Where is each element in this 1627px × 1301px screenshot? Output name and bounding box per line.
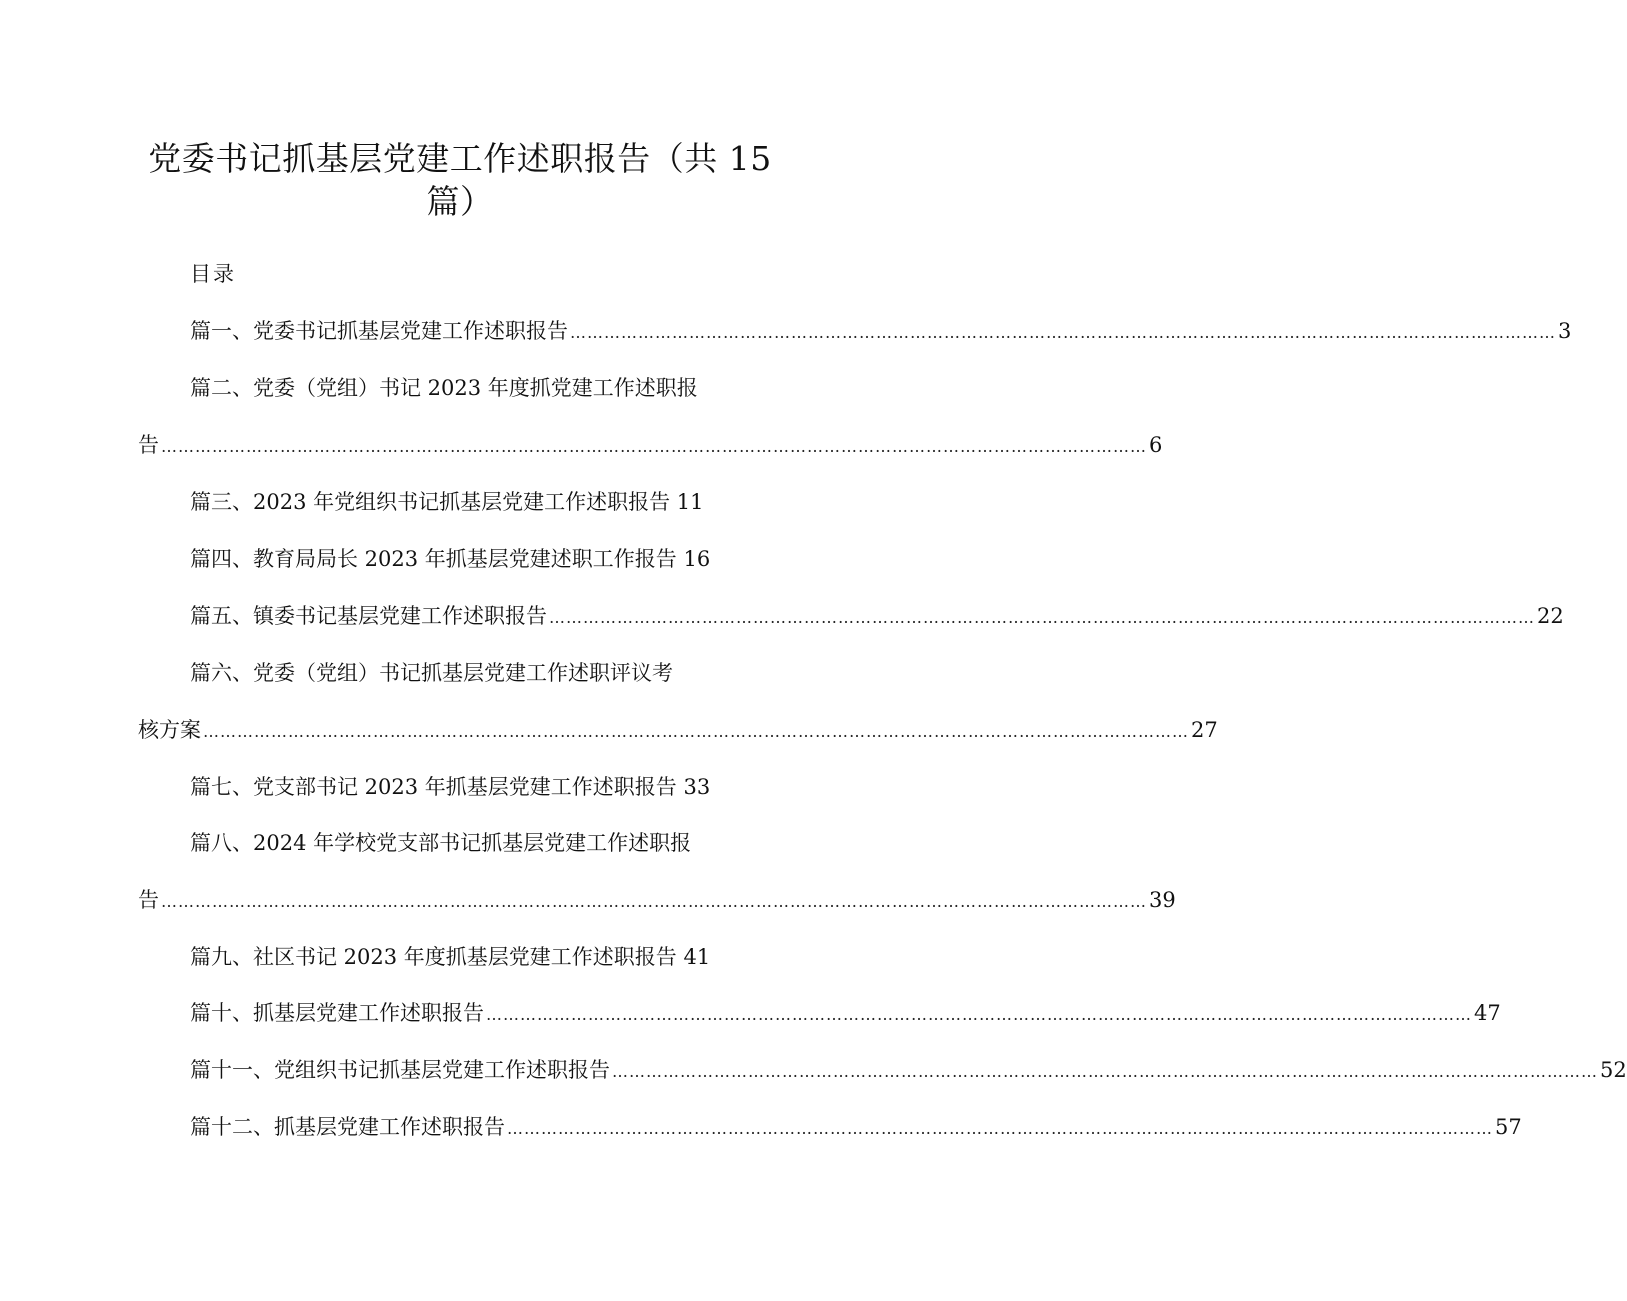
toc-entry-2[interactable]: 篇二、党委（党组）书记 2023 年度抓党建工作述职报 (190, 376, 698, 400)
toc-entry-page: 52 (1600, 1058, 1627, 1082)
toc-leader-dots: ………………………………………………………………………………………………………………………………………………………… (161, 892, 1147, 911)
toc-entry-title: 篇五、镇委书记基层党建工作述职报告 (190, 604, 547, 628)
toc-entry-page: 22 (1537, 604, 1564, 628)
toc-entry-8-continuation[interactable] (138, 888, 1176, 912)
toc-entry-page: 27 (1191, 718, 1218, 742)
toc-entry-9[interactable]: 篇九、社区书记 2023 年度抓基层党建工作述职报告 41 (190, 945, 711, 969)
toc-entry-6[interactable]: 篇六、党委（党组）书记抓基层党建工作述职评议考 (190, 661, 673, 685)
toc-leader-dots: ………………………………………………………………………………………………………………………………………………………… (507, 1119, 1493, 1138)
toc-leader-dots: ………………………………………………………………………………………………………………………………………………………… (203, 722, 1189, 741)
toc-entry-title: 告 (138, 433, 159, 457)
toc-entry-12[interactable] (190, 1115, 1522, 1139)
toc-entry-page: 3 (1558, 319, 1572, 343)
toc-leader-dots: ………………………………………………………………………………………………………………………………………………………… (161, 437, 1147, 456)
toc-entry-5[interactable] (190, 604, 1564, 628)
toc-entry-2-continuation[interactable] (138, 433, 1163, 457)
toc-leader-dots: ………………………………………………………………………………………………………………………………………………………… (549, 608, 1535, 627)
toc-entry-1[interactable] (190, 319, 1572, 343)
toc-leader-dots: ………………………………………………………………………………………………………………………………………………………… (612, 1062, 1598, 1081)
toc-entry-title: 篇一、党委书记抓基层党建工作述职报告 (190, 319, 568, 343)
toc-entry-title: 篇十、抓基层党建工作述职报告 (190, 1001, 484, 1025)
toc-entry-4[interactable]: 篇四、教育局局长 2023 年抓基层党建述职工作报告 16 (190, 547, 711, 571)
toc-entry-page: 6 (1149, 433, 1163, 457)
document-title-line-1: 党委书记抓基层党建工作述职报告（共 15 (148, 139, 772, 178)
toc-leader-dots: ………………………………………………………………………………………………………………………………………………………… (570, 323, 1556, 342)
toc-entry-6-continuation[interactable] (138, 718, 1218, 742)
toc-entry-title: 告 (138, 888, 159, 912)
toc-entry-11[interactable] (190, 1058, 1627, 1082)
toc-entry-8[interactable]: 篇八、2024 年学校党支部书记抓基层党建工作述职报 (190, 831, 692, 855)
toc-leader-dots: ………………………………………………………………………………………………………………………………………………………… (486, 1005, 1472, 1024)
toc-entry-title: 篇十一、党组织书记抓基层党建工作述职报告 (190, 1058, 610, 1082)
toc-entry-title: 篇十二、抓基层党建工作述职报告 (190, 1115, 505, 1139)
toc-heading: 目录 (190, 262, 236, 286)
toc-entry-page: 47 (1474, 1001, 1501, 1025)
toc-entry-page: 39 (1149, 888, 1176, 912)
toc-entry-page: 57 (1495, 1115, 1522, 1139)
toc-entry-title: 核方案 (138, 718, 201, 742)
toc-entry-10[interactable] (190, 1001, 1501, 1025)
toc-entry-3[interactable]: 篇三、2023 年党组织书记抓基层党建工作述职报告 11 (190, 490, 704, 514)
toc-entry-7[interactable]: 篇七、党支部书记 2023 年抓基层党建工作述职报告 33 (190, 775, 711, 799)
document-title-line-2: 篇） (426, 182, 494, 221)
